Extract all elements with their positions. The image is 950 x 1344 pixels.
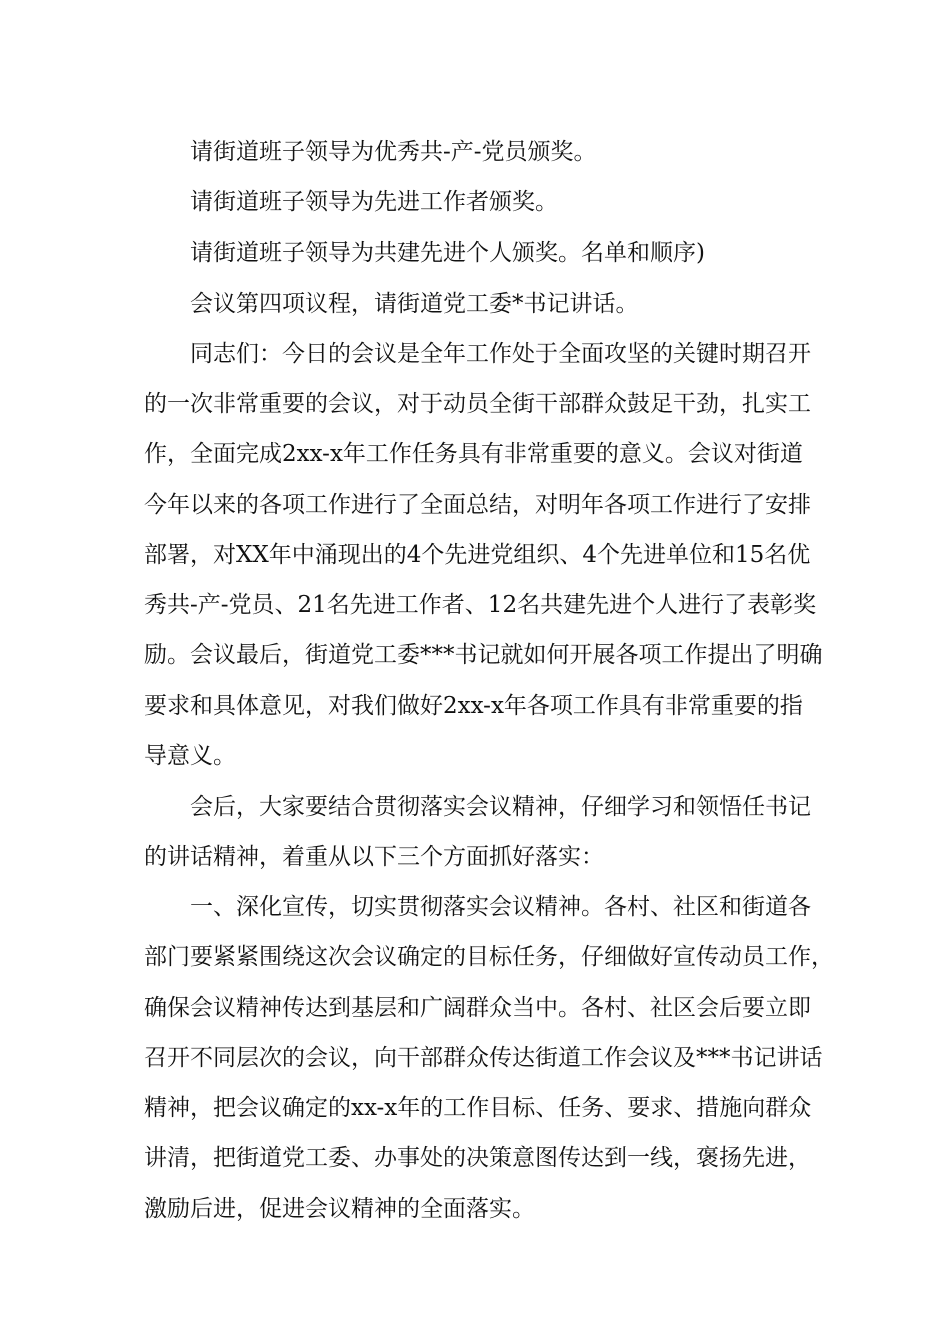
paragraph-5-line-4: 今年以来的各项工作进行了全面总结，对明年各项工作进行了安排 xyxy=(144,492,811,518)
paragraph-6-line-2: 的讲话精神，着重从以下三个方面抓好落实： xyxy=(144,844,604,870)
paragraph-5-line-5: 部署，对XX年中涌现出的4个先进党组织、4个先进单位和15名优 xyxy=(144,542,811,568)
paragraph-7-line-1: 一、深化宣传，切实贯彻落实会议精神。各村、社区和街道各 xyxy=(190,894,811,920)
paragraph-5-line-9: 导意义。 xyxy=(144,743,236,769)
paragraph-7-line-4: 召开不同层次的会议，向干部群众传达街道工作会议及***书记讲话 xyxy=(144,1045,823,1071)
paragraph-7-line-7: 激励后进，促进会议精神的全面落实。 xyxy=(144,1196,535,1222)
paragraph-2-line-1: 请街道班子领导为先进工作者颁奖。 xyxy=(190,189,558,215)
paragraph-5-line-6: 秀共-产-党员、21名先进工作者、12名共建先进个人进行了表彰奖 xyxy=(144,592,817,618)
paragraph-1-line-1: 请街道班子领导为优秀共-产-党员颁奖。 xyxy=(190,139,597,165)
paragraph-7-line-2: 部门要紧紧围绕这次会议确定的目标任务，仔细做好宣传动员工作， xyxy=(144,944,834,970)
paragraph-5-line-7: 励。会议最后，街道党工委***书记就如何开展各项工作提出了明确 xyxy=(144,642,823,668)
paragraph-5-line-3: 作，全面完成2xx-x年工作任务具有非常重要的意义。会议对街道 xyxy=(144,441,803,467)
paragraph-5-line-8: 要求和具体意见，对我们做好2xx-x年各项工作具有非常重要的指 xyxy=(144,693,803,719)
paragraph-5-line-1: 同志们：今日的会议是全年工作处于全面攻坚的关键时期召开 xyxy=(190,341,811,367)
paragraph-4-line-1: 会议第四项议程，请街道党工委*书记讲话。 xyxy=(190,291,639,317)
paragraph-7-line-5: 精神，把会议确定的xx-x年的工作目标、任务、要求、措施向群众 xyxy=(144,1095,812,1121)
paragraph-5-line-2: 的一次非常重要的会议，对于动员全街干部群众鼓足干劲，扎实工 xyxy=(144,391,811,417)
paragraph-6-line-1: 会后，大家要结合贯彻落实会议精神，仔细学习和领悟任书记 xyxy=(190,794,811,820)
paragraph-7-line-3: 确保会议精神传达到基层和广阔群众当中。各村、社区会后要立即 xyxy=(144,995,811,1021)
paragraph-7-line-6: 讲清，把街道党工委、办事处的决策意图传达到一线，褒扬先进， xyxy=(144,1145,811,1171)
paragraph-3-line-1: 请街道班子领导为共建先进个人颁奖。名单和顺序) xyxy=(190,240,705,266)
